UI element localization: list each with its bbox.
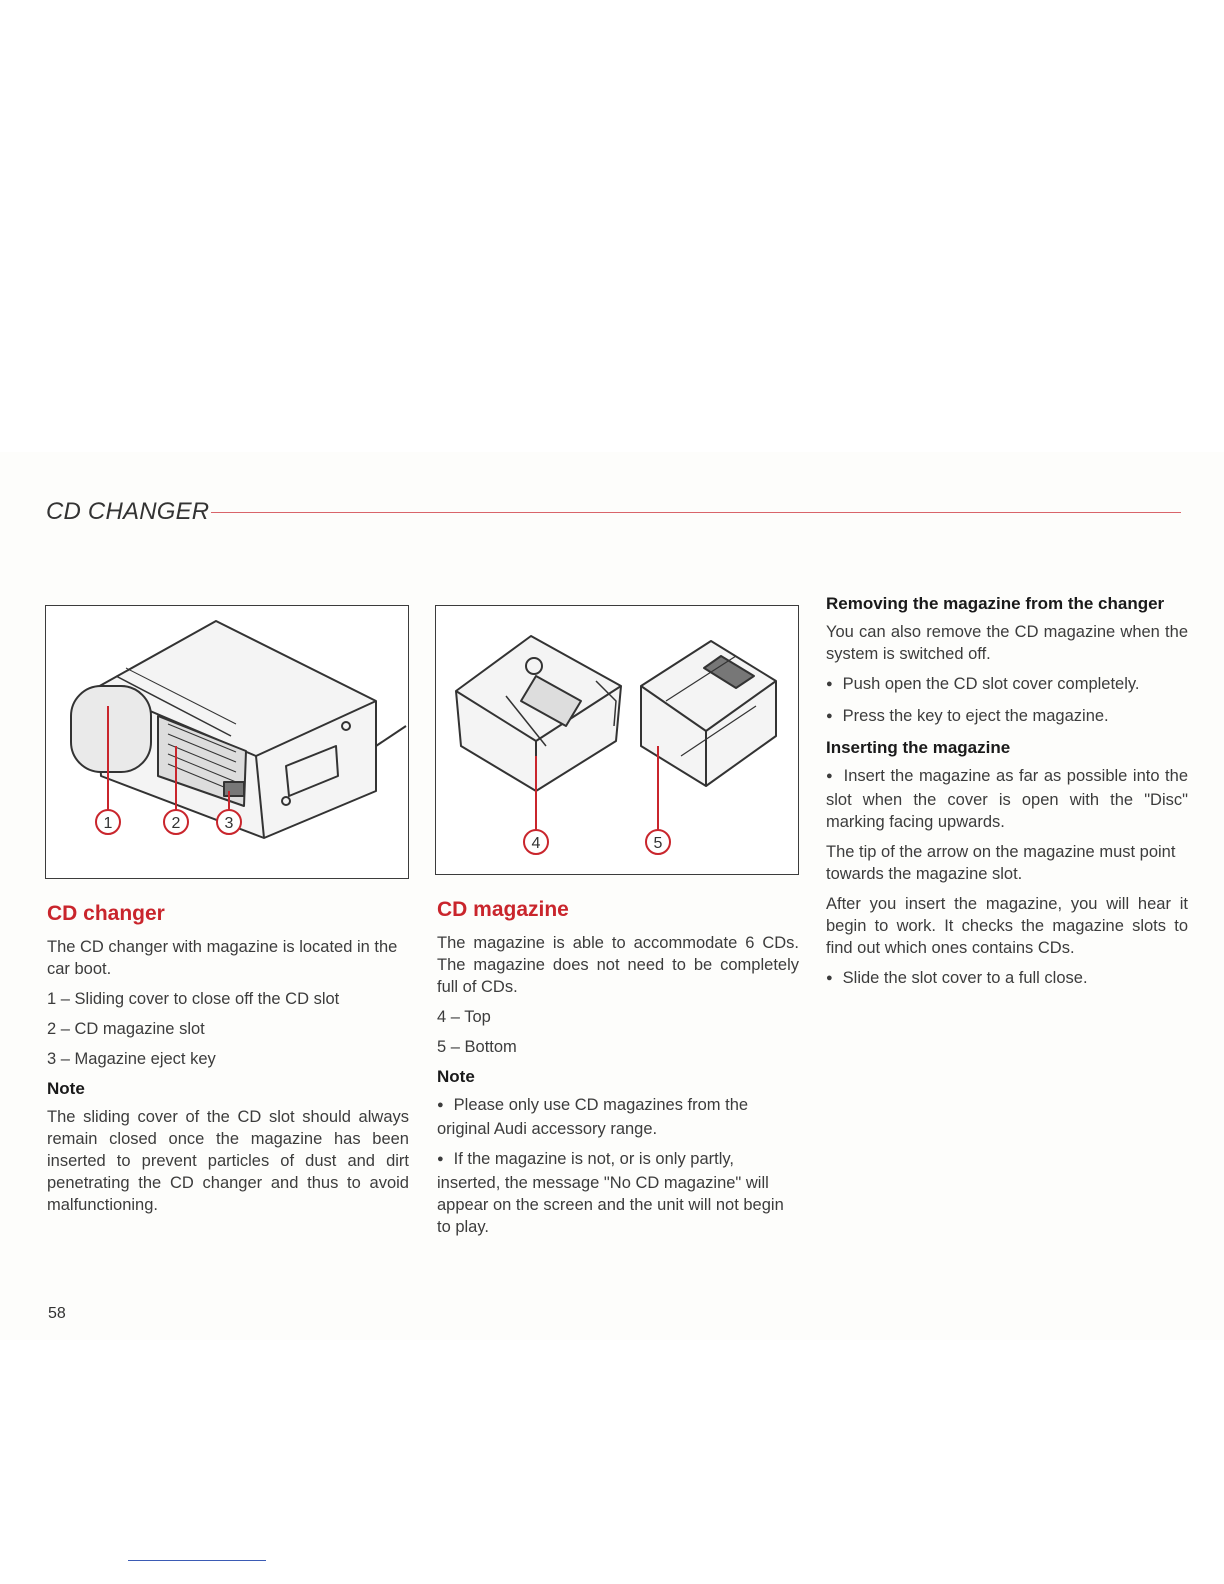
cd-magazine-figure — [435, 605, 799, 875]
cd-changer-intro: The CD changer with magazine is located in the car boot. — [47, 938, 398, 978]
removing-bullet-1: ● Push open the CD slot cover completely. — [826, 673, 1188, 697]
inserting-bullet: ● Insert the magazine as far as possible into the slot when the cover is open with the "Disc" marking facing upwards. — [826, 765, 1188, 833]
footer-rule — [128, 1560, 266, 1561]
note-heading: Note — [47, 1079, 85, 1098]
cd-magazine-section — [437, 896, 799, 1246]
callout-2: 2 — [171, 815, 181, 832]
cd-magazine-intro: The magazine is able to accommodate 6 CDs. The magazine does not need to be completely full of CDs. — [437, 934, 799, 996]
note-text: The sliding cover of the CD slot should always remain closed once the magazine has been inserted to prevent particles of dust and dirt penetrating the CD changer and thus to avoid malfunctioning. — [47, 1108, 409, 1214]
cd-changer-illustration — [46, 606, 408, 878]
callout-3: 3 — [224, 815, 234, 832]
legend-item-5: 5 – Bottom — [437, 1038, 517, 1056]
legend-item-2: 2 – CD magazine slot — [47, 1020, 205, 1038]
legend-item-3: 3 – Magazine eject key — [47, 1050, 216, 1068]
section-header — [46, 498, 1186, 538]
callout-4: 4 — [531, 835, 541, 852]
removing-intro: You can also remove the CD magazine when the system is switched off. — [826, 623, 1188, 663]
header-rule — [211, 512, 1181, 513]
magazine-handling-section — [826, 593, 1188, 999]
cd-magazine-illustration — [436, 606, 798, 874]
removing-heading: Removing the magazine from the changer — [826, 594, 1165, 613]
legend-item-4: 4 – Top — [437, 1008, 491, 1026]
note-bullet-2: ● If the magazine is not, or is only partly, inserted, the message "No CD magazine" will appear on the screen and the unit will not begin to play. — [437, 1148, 799, 1238]
cd-changer-heading: CD changer — [47, 902, 165, 925]
arrow-tip-text: The tip of the arrow on the magazine must point towards the magazine slot. — [826, 843, 1176, 883]
section-title: CD CHANGER — [46, 498, 210, 525]
close-cover-bullet: ● Slide the slot cover to a full close. — [826, 967, 1188, 991]
removing-bullet-2: ● Press the key to eject the magazine. — [826, 705, 1188, 729]
cd-changer-section — [47, 900, 409, 1224]
note-bullet-1: ● Please only use CD magazines from the original Audi accessory range. — [437, 1094, 799, 1140]
inserting-heading: Inserting the magazine — [826, 738, 1011, 757]
callout-1: 1 — [103, 815, 113, 832]
legend-item-1: 1 – Sliding cover to close off the CD slot — [47, 990, 340, 1008]
cd-magazine-heading: CD magazine — [437, 898, 569, 921]
note-heading: Note — [437, 1067, 475, 1086]
callout-5: 5 — [653, 835, 663, 852]
after-insert-text: After you insert the magazine, you will hear it begin to work. It checks the magazine slots to find out which ones contains CDs. — [826, 895, 1188, 957]
page-number: 58 — [48, 1305, 66, 1322]
cd-changer-figure — [45, 605, 409, 879]
